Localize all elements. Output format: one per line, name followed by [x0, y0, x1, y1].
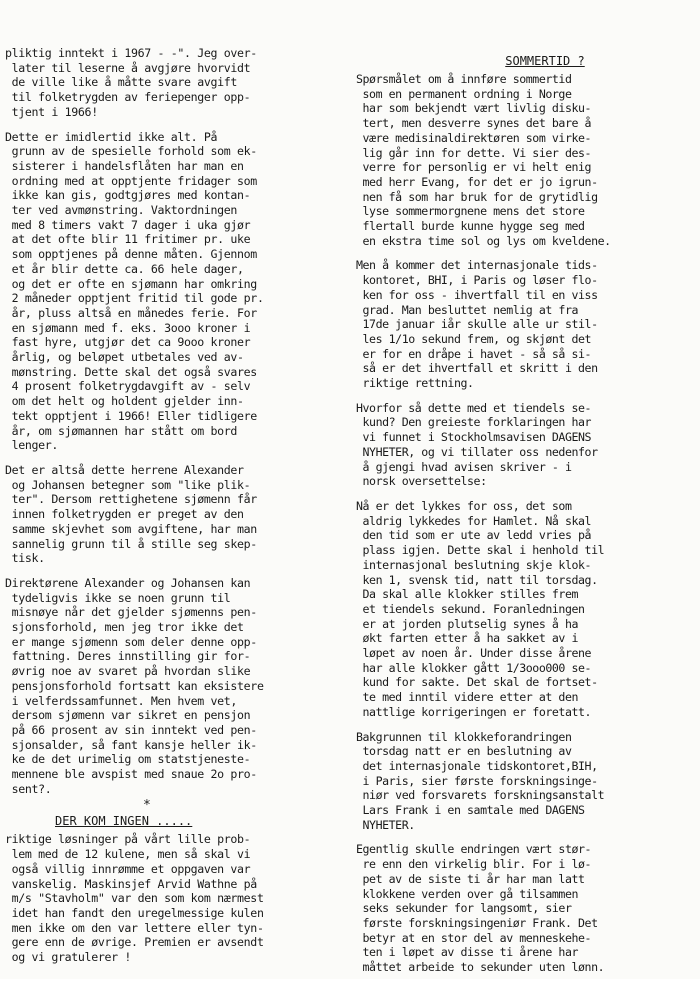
section-separator-asterisk: * [143, 798, 151, 814]
right-column [356, 54, 694, 985]
puzzle-section-paragraph: riktige løsninger på vårt lille prob- lem med de 12 kulene, men så skal vi også villig innrømme et oppgaven var vanskelig. Maskinsjef Arvid Wathne på m/s "Stavholm" var den som kom nærmest idet han fandt den uregelmessige kulen men ikke om den var lettere eller tyn- gere enn de øvrige. Premien er avsendt og vi gratulerer ! [5, 832, 264, 965]
pension-article-paragraph-2: Dette er imidlertid ikke alt. På grunn av de spesielle forhold som ek- sisterer i handelsflåten har man en ordning med at opptjente fridager som ikke kan gis, godtgjøres med kontan- ter ved avmønstring. Vaktordningen med 8 timers vakt 7 dager i uka gjør at det ofte blir 11 fritimer pr. uke som opptjenes på denne måten. Gjennom et år blir dette ca. 66 hele dager, og det er ofte en sjømann har omkring 2 måneder opptjent fritid til gode pr. år, pluss altså en månedes ferie. For en sjømann med f. eks. 3ooo kroner i fast hyre, utgjør det ca 9ooo kroner årlig, og beløpet utbetales ved av- mønstring. Dette skal det også svares 4 prosent folketrygdavgift av - selv om det helt og holdent gjelder inn- tekt opptjent i 1966! Eller tidligere år, om sjømannen har stått om bord lenger. [5, 129, 264, 453]
sommertid-quote-paragraph-1: Nå er det lykkes for oss, det som aldrig lykkedes for Hamlet. Nå skal den tid som er ute av ledd vries på plass igjen. Dette skal i henhold til internasjonal beslutning skje klok- ken 1, svensk tid, natt til torsdag. Da skal alle klokker stilles frem et tiendels sekund. Foranledningen er at jorden plutselig synes å ha økt farten etter å ha sakket av i løpet av noen år. Under disse årene har alle klokker gått 1/3ooo000 se- kund for sakte. Det skal de fortset- te med inntil videre etter at den nattlige korrigeringen er foretatt. [356, 498, 605, 719]
puzzle-section-heading: DER KOM INGEN ..... [55, 814, 193, 829]
pension-article-paragraph-1: pliktig inntekt i 1967 - -". Jeg over- later til leserne å avgjøre hvorvidt de ville like å måtte svare avgift til folketrygden av feriepenger opp- tjent i 1966! [5, 46, 257, 119]
sommertid-quote-paragraph-3: Egentlig skulle endringen vært stør- re enn den virkelig blir. For i lø- pet av de siste ti år har man latt klokkene verden over gå tilsammen seks sekunder for langsomt, sier første forskningsingeniør Frank. Det betyr at en stor del av menneskehe- ten i løpet av disse ti årene har måttet arbeide to sekunder uten lønn. [356, 842, 605, 975]
sommertid-quote-paragraph-2: Bakgrunnen til klokkeforandringen torsdag natt er en beslutning av det internasjonale tidskontoret,BIH, i Paris, sier første forskningsinge- niør ved forsvarets forskningsanstalt Lars Frank i en samtale med DAGENS NYHETER. [356, 729, 605, 832]
pension-article-paragraph-3: Det er altså dette herrene Alexander og Johansen betegner som "like plik- ter". Dersom rettighetene sjømenn får innen folketrygden er preget av den samme skjevhet som avgiftene, har man sannelig grunn til å stille seg skep- tisk. [5, 462, 257, 566]
sommertid-paragraph-3: Hvorfor så dette med et tiendels se- kund? Den greieste forklaringen har vi funnet i Stockholmsavisen DAGENS NYHETER, og vi tillater oss nedenfor å gjengi hvad avisen skriver - i norsk oversettelse: [356, 400, 598, 489]
sommertid-heading: SOMMERTID ? [505, 54, 585, 68]
sommertid-paragraph-1: Spørsmålet om å innføre sommertid som en permanent ordning i Norge har som bekjendt vært livlig disku- tert, men desverre synes det bare å være medisinaldirektøren som virke- lig går inn for dette. Vi sier des- verre for personlig er vi helt enig med herr Evang, for det er jo igrun- nen få som har bruk for de grytidlig lyse sommermorgnene mens det store flertall burde kunne hygge seg med en ekstra time sol og lys om kveldene. [356, 72, 611, 248]
sommertid-paragraph-2: Men å kommer det internasjonale tids- kontoret, BHI, i Paris og løser flo- ken for oss - ihvertfall til en viss grad. Man besluttet nemlig at fra 17de januar iår skulle alle ur stil- les 1/1o sekund frem, og skjønt det er for en dråpe i havet - så så si- så er det ihvertfall et skritt i den riktige rettning. [356, 258, 598, 391]
pension-article-paragraph-4: Direktørene Alexander og Johansen kan tydeligvis ikke se noen grunn til misnøye når det gjelder sjømenns pen- sjonsforhold, men jeg tror ikke det er mange sjømenn som deler denne opp- fattning. Deres innstilling gir for- øvrig noe av svaret på hvordan slike pensjonsforhold fortsatt kan eksistere i velferdssamfunnet. Men hvem vet, dersom sjømenn var sikret en pensjon på 66 prosent av sin inntekt ved pen- sjonsalder, så fant kansje heller ik- ke de det urimelig om statstjeneste- mennene ble avspist med snaue 2o pro- sent?. [5, 575, 264, 796]
left-column [5, 46, 345, 975]
